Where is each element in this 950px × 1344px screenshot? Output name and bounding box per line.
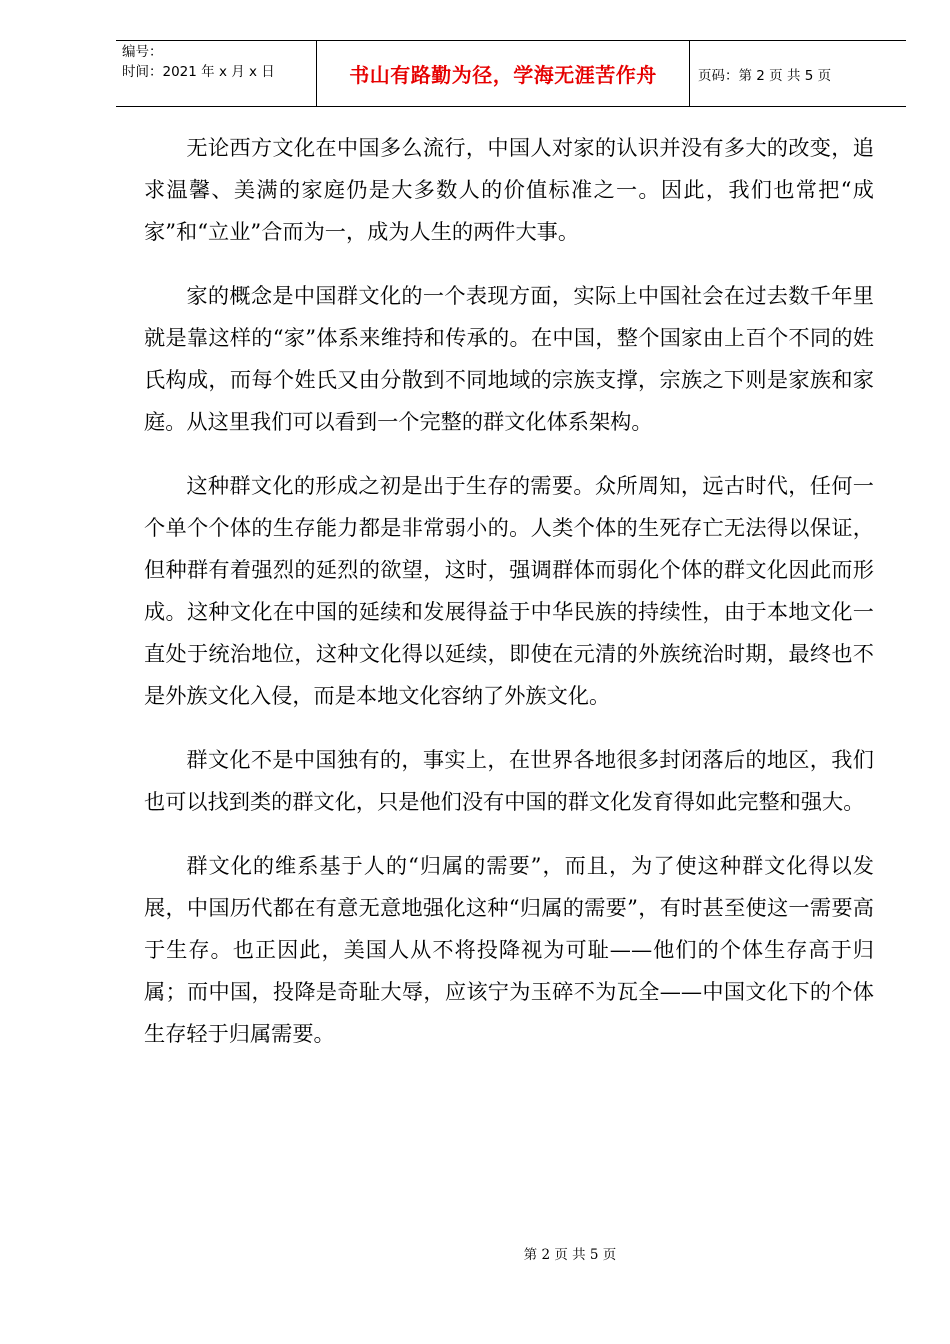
paragraph-3: 这种群文化的形成之初是出于生存的需要。众所周知，远古时代，任何一个单个个体的生存能力都是非常弱小的。人类个体的生死存亡无法得以保证，但种群有着强烈的延烈的欲望，这时，强调群体而弱化个体的群文化因此而形成。这种文化在中国的延续和发展得益于中华民族的持续性，由于本地文化一直处于统治地位，这种文化得以延续，即使在元清的外族统治时期，最终也不是外族文化入侵，而是本地文化容纳了外族文化。 (144, 473, 874, 708)
header-motto: 书山有路勤为径，学海无涯苦作舟 (317, 41, 690, 106)
header-page-info: 页码：第 2 页 共 5 页 (698, 67, 832, 84)
paragraph-5: 群文化的维系基于人的“归属的需要”，而且，为了使这种群文化得以发展，中国历代都在有意无意地强化这种“归属的需要”，有时甚至使这一需要高于生存。也正因此，美国人从不将投降视为可耻——他们的个体生存高于归属；而中国，投降是奇耻大辱，应该宁为玉碎不为瓦全——中国文化下的个体生存轻于归属需要。 (144, 853, 874, 1046)
page-footer: 第 2 页 共 5 页 (523, 1247, 617, 1263)
header-meta (116, 41, 317, 106)
page-header (116, 40, 906, 107)
paragraph-2: 家的概念是中国群文化的一个表现方面，实际上中国社会在过去数千年里就是靠这样的“家”体系来维持和传承的。在中国，整个国家由上百个不同的姓氏构成，而每个姓氏又由分散到不同地域的宗族支撑，宗族之下则是家族和家庭。从这里我们可以看到一个完整的群文化体系架构。 (144, 283, 874, 434)
document-number: 编号： (122, 44, 163, 60)
paragraph-4: 群文化不是中国独有的，事实上，在世界各地很多封闭落后的地区，我们也可以找到类的群文化，只是他们没有中国的群文化发育得如此完整和强大。 (144, 747, 874, 814)
document-body (144, 127, 874, 1077)
paragraph-1: 无论西方文化在中国多么流行，中国人对家的认识并没有多大的改变，追求温馨、美满的家庭仍是大多数人的价值标准之一。因此，我们也常把“成家”和“立业”合而为一，成为人生的两件大事。 (144, 135, 874, 244)
document-time: 时间：2021 年 x 月 x 日 (122, 64, 275, 80)
